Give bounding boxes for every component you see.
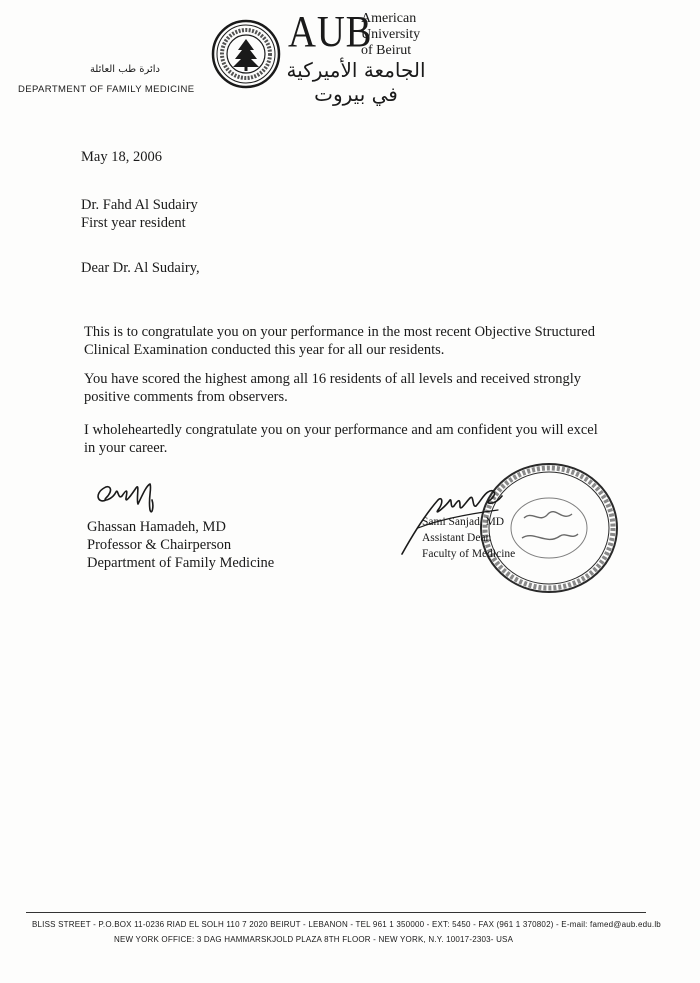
signatory-department: Department of Family Medicine: [87, 555, 275, 571]
university-name-arabic: الجامعة الأميركية في بيروت: [286, 58, 426, 106]
body-paragraph: [84, 370, 604, 406]
letter-date: May 18, 2006: [81, 149, 162, 165]
body-line: positive comments from observers.: [84, 389, 288, 405]
department-name-arabic: دائرة طب العائلة: [89, 64, 160, 75]
body-paragraph: [84, 323, 604, 359]
recipient-title: First year resident: [81, 215, 186, 231]
signatory-name: Sami Sanjad, MD: [422, 516, 505, 528]
department-name: DEPARTMENT OF FAMILY MEDICINE: [18, 84, 195, 95]
signatory-title: Professor & Chairperson: [87, 537, 232, 553]
recipient-block: [81, 196, 198, 232]
university-name-line: American: [361, 11, 417, 26]
signatory-left: [87, 518, 274, 572]
signatory-title: Assistant Dean: [422, 532, 492, 544]
university-name-line: University: [361, 27, 421, 42]
footer-ny-office: NEW YORK OFFICE: 3 DAG HAMMARSKJOLD PLAZA 8TH FLOOR - NEW YORK, N.Y. 10017-2303- USA: [114, 935, 514, 944]
university-name: [361, 11, 441, 59]
body-line: Clinical Examination conducted this year for all our residents.: [84, 342, 445, 358]
footer-divider: [26, 912, 646, 913]
body-line: in your career.: [84, 440, 168, 456]
recipient-name: Dr. Fahd Al Sudairy: [81, 197, 198, 213]
body-line: I wholeheartedly congratulate you on your performance and am confident you will excel: [84, 422, 598, 438]
footer-address: BLISS STREET - P.O.BOX 11-0236 RIAD EL SOLH 110 7 2020 BEIRUT - LEBANON - TEL 961 1 350000 - EXT: 5450 - FAX (961 1 370802) - E-mail: famed@aub.edu.lb: [32, 920, 661, 929]
university-abbreviation: AUB: [288, 7, 373, 56]
salutation: Dear Dr. Al Sudairy,: [81, 260, 200, 276]
signatory-right: [422, 514, 515, 562]
handwritten-signature-left: [92, 470, 172, 520]
body-paragraph: [84, 421, 604, 457]
body-line: This is to congratulate you on your performance in the most recent Objective Structured: [84, 324, 595, 340]
university-seal-icon: [211, 19, 281, 89]
signatory-department: Faculty of Medicine: [422, 548, 516, 560]
signatory-name: Ghassan Hamadeh, MD: [87, 519, 226, 535]
university-name-line: of Beirut: [361, 43, 412, 58]
body-line: You have scored the highest among all 16 residents of all levels and received strongly: [84, 371, 582, 387]
